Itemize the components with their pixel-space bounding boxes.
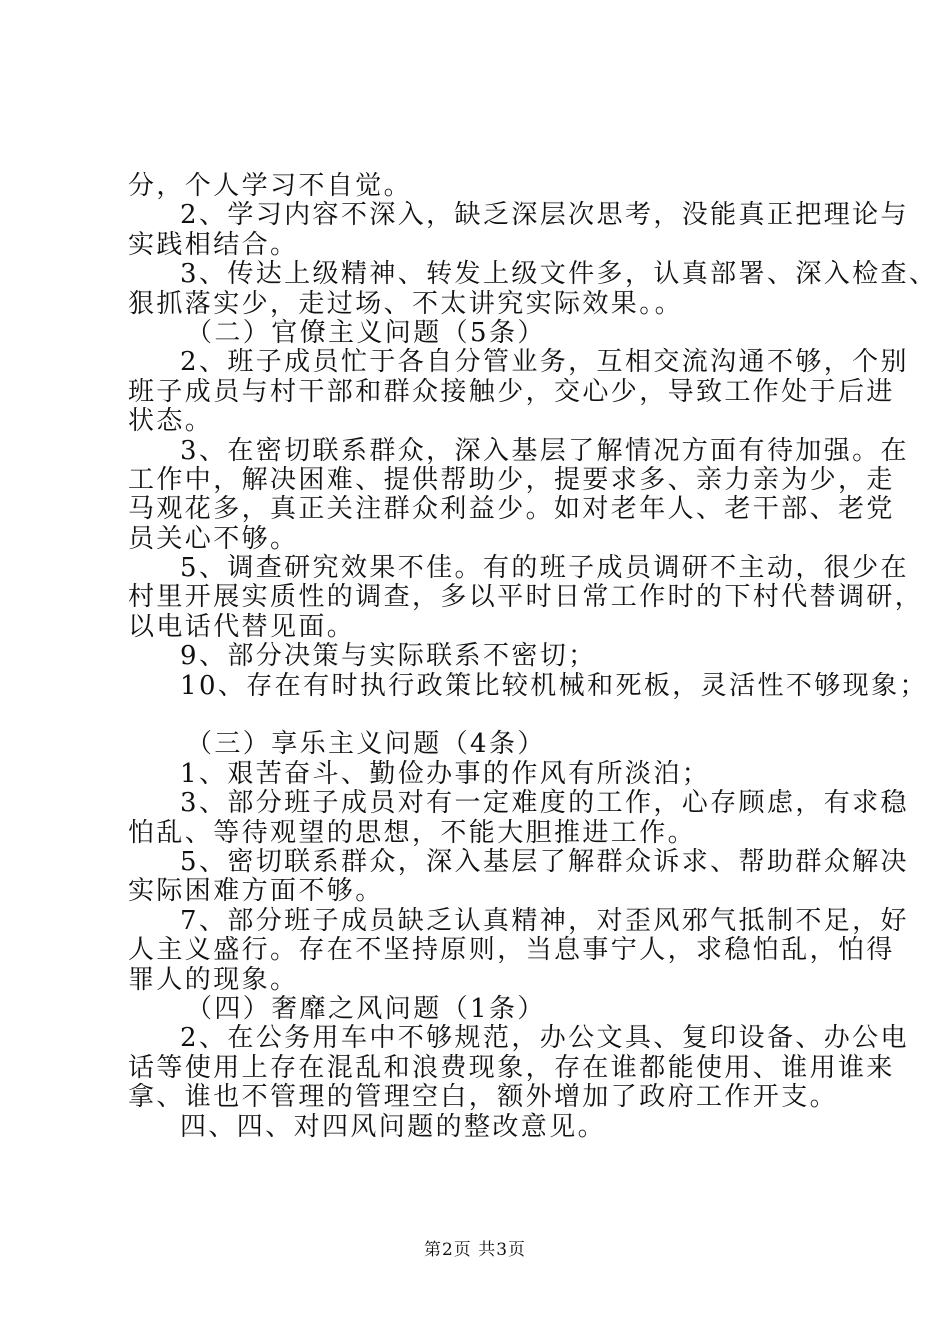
text-line: 10、存在有时执行政策比较机械和死板，灵活性不够现象； <box>180 670 928 701</box>
text-line: 工作中，解决困难、提供帮助少，提要求多、亲力亲为少，走 <box>128 464 895 495</box>
text-line: 3、在密切联系群众，深入基层了解情况方面有待加强。在 <box>180 435 909 466</box>
text-line: 拿、谁也不管理的管理空白，额外增加了政府工作开支。 <box>128 1082 839 1113</box>
text-line: 3、部分班子成员对有一定难度的工作，心存顾虑，有求稳 <box>180 788 909 819</box>
text-line: 员关心不够。 <box>128 523 299 554</box>
text-line: 2、班子成员忙于各自分管业务，互相交流沟通不够，个别 <box>180 347 909 378</box>
text-line: 实践相结合。 <box>128 229 299 260</box>
section-heading: （三）享乐主义问题（4条） <box>186 729 546 760</box>
text-line: 村里开展实质性的调查，多以平时日常工作时的下村代替调研， <box>128 582 924 613</box>
text-line: 分，个人学习不自觉。 <box>128 171 413 201</box>
document-body <box>128 171 938 1142</box>
page-footer: 第2页 共3页 <box>423 1240 527 1260</box>
text-line: 话等使用上存在混乱和浪费现象，存在谁都能使用、谁用谁来 <box>128 1052 895 1083</box>
section-heading: （二）官僚主义问题（5条） <box>186 317 546 348</box>
text-line: 2、学习内容不深入，缺乏深层次思考，没能真正把理论与 <box>180 200 909 231</box>
text-line: 9、部分决策与实际联系不密切； <box>180 641 597 672</box>
text-line: 7、部分班子成员缺乏认真精神，对歪风邪气抵制不足，好 <box>180 905 909 936</box>
text-line: 怕乱、等待观望的思想，不能大胆推进工作。 <box>128 817 697 848</box>
text-line: 马观花多，真正关注群众利益少。如对老年人、老干部、老党 <box>128 494 895 525</box>
text-line: 5、密切联系群众，深入基层了解群众诉求、帮助群众解决 <box>180 846 909 877</box>
text-line: 人主义盛行。存在不坚持原则，当息事宁人，求稳怕乱，怕得 <box>128 935 895 966</box>
text-line: 狠抓落实少，走过场、不太讲究实际效果。。 <box>128 288 684 319</box>
text-line: 实际困难方面不够。 <box>128 876 384 907</box>
text-line: 以电话代替见面。 <box>128 611 356 642</box>
section-heading: （四）奢靡之风问题（1条） <box>186 993 546 1024</box>
text-line: 四、四、对四风问题的整改意见。 <box>180 1111 607 1142</box>
text-line: 1、艰苦奋斗、勤俭办事的作风有所淡泊； <box>180 758 711 789</box>
text-line: 状态。 <box>128 406 214 437</box>
text-line: 2、在公务用车中不够规范，办公文具、复印设备、办公电 <box>180 1023 909 1054</box>
text-line: 班子成员与村干部和群众接触少，交心少，导致工作处于后进 <box>128 376 895 407</box>
text-line: 3、传达上级精神、转发上级文件多，认真部署、深入检查、 <box>180 259 938 290</box>
text-line <box>128 701 848 730</box>
text-line: 罪人的现象。 <box>128 964 299 995</box>
text-line: 5、调查研究效果不佳。有的班子成员调研不主动，很少在 <box>180 553 909 584</box>
